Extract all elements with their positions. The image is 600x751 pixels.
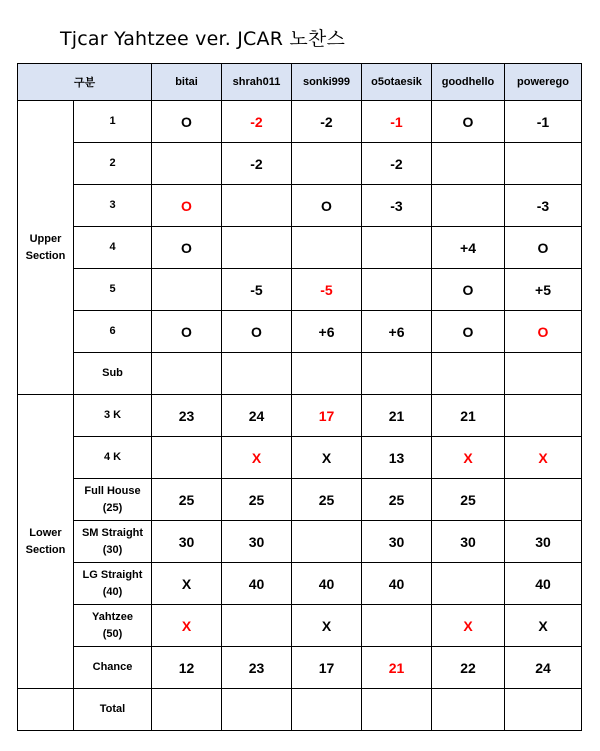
score-cell: +5 — [505, 269, 582, 311]
score-cell: -1 — [362, 101, 432, 143]
header-player: bitai — [152, 64, 222, 101]
total-cell — [222, 689, 292, 731]
score-cell: -2 — [222, 143, 292, 185]
score-cell — [362, 227, 432, 269]
score-cell: 40 — [362, 563, 432, 605]
score-cell: 30 — [505, 521, 582, 563]
score-cell: 25 — [152, 479, 222, 521]
row-label: 5 — [74, 269, 152, 311]
score-cell: O — [222, 311, 292, 353]
score-cell: O — [152, 185, 222, 227]
score-row — [18, 647, 582, 689]
score-cell: O — [505, 227, 582, 269]
score-row — [18, 395, 582, 437]
row-label: 4 K — [74, 437, 152, 479]
score-cell: 24 — [505, 647, 582, 689]
score-cell: X — [152, 563, 222, 605]
score-cell — [432, 353, 505, 395]
score-cell: O — [292, 185, 362, 227]
score-cell: X — [152, 605, 222, 647]
score-cell: 40 — [292, 563, 362, 605]
score-cell: O — [505, 311, 582, 353]
section-label — [18, 689, 74, 731]
header-player: sonki999 — [292, 64, 362, 101]
score-cell: 25 — [222, 479, 292, 521]
score-cell: 21 — [432, 395, 505, 437]
score-cell — [152, 269, 222, 311]
score-cell: O — [432, 101, 505, 143]
row-label: LG Straight (40) — [74, 563, 152, 605]
row-label: Sub — [74, 353, 152, 395]
score-cell — [362, 269, 432, 311]
document-title: Tjcar Yahtzee ver. JCAR 노찬스 — [60, 28, 345, 50]
row-label: SM Straight (30) — [74, 521, 152, 563]
row-label: Chance — [74, 647, 152, 689]
score-cell: 23 — [222, 647, 292, 689]
score-cell: 21 — [362, 395, 432, 437]
score-row — [18, 437, 582, 479]
score-cell: O — [152, 227, 222, 269]
score-cell: +6 — [362, 311, 432, 353]
score-cell — [432, 563, 505, 605]
row-label: 3 K — [74, 395, 152, 437]
score-cell — [505, 479, 582, 521]
score-cell — [292, 227, 362, 269]
score-cell: O — [152, 311, 222, 353]
score-cell: X — [222, 437, 292, 479]
total-cell — [505, 689, 582, 731]
score-cell: -2 — [222, 101, 292, 143]
score-cell — [362, 605, 432, 647]
score-cell: -5 — [292, 269, 362, 311]
header-player: o5otaesik — [362, 64, 432, 101]
score-cell: 24 — [222, 395, 292, 437]
score-cell — [362, 353, 432, 395]
section-label: Lower Section — [18, 395, 74, 689]
score-cell — [292, 521, 362, 563]
score-cell: 22 — [432, 647, 505, 689]
score-cell: -2 — [362, 143, 432, 185]
score-cell: 30 — [152, 521, 222, 563]
header-player: goodhello — [432, 64, 505, 101]
score-row — [18, 185, 582, 227]
score-cell: 17 — [292, 395, 362, 437]
total-cell — [432, 689, 505, 731]
score-cell: X — [292, 437, 362, 479]
score-cell: 30 — [362, 521, 432, 563]
score-cell — [505, 395, 582, 437]
score-cell — [505, 143, 582, 185]
score-cell — [152, 143, 222, 185]
score-cell — [432, 143, 505, 185]
total-cell — [292, 689, 362, 731]
row-label: Total — [74, 689, 152, 731]
score-cell: 13 — [362, 437, 432, 479]
score-table — [17, 63, 582, 731]
header-player: powerego — [505, 64, 582, 101]
score-cell: -2 — [292, 101, 362, 143]
row-label: Full House (25) — [74, 479, 152, 521]
score-cell: 21 — [362, 647, 432, 689]
score-cell: 25 — [362, 479, 432, 521]
score-cell: X — [432, 605, 505, 647]
row-label: 3 — [74, 185, 152, 227]
score-row — [18, 605, 582, 647]
score-cell — [222, 185, 292, 227]
total-row — [18, 689, 582, 731]
score-row — [18, 269, 582, 311]
score-row — [18, 479, 582, 521]
total-cell — [362, 689, 432, 731]
score-cell: O — [152, 101, 222, 143]
score-row — [18, 143, 582, 185]
row-label: 6 — [74, 311, 152, 353]
score-cell — [222, 353, 292, 395]
score-row — [18, 563, 582, 605]
row-label: 2 — [74, 143, 152, 185]
score-cell — [152, 353, 222, 395]
score-cell: X — [505, 605, 582, 647]
score-cell: O — [432, 311, 505, 353]
score-cell — [292, 143, 362, 185]
score-cell: -3 — [505, 185, 582, 227]
score-cell — [505, 353, 582, 395]
score-row — [18, 101, 582, 143]
score-body — [18, 101, 582, 731]
score-cell: 40 — [222, 563, 292, 605]
score-cell: O — [432, 269, 505, 311]
score-cell: 25 — [292, 479, 362, 521]
score-cell — [222, 227, 292, 269]
score-cell: -5 — [222, 269, 292, 311]
score-row — [18, 227, 582, 269]
score-cell: +6 — [292, 311, 362, 353]
row-label: 1 — [74, 101, 152, 143]
score-row — [18, 521, 582, 563]
score-cell: 12 — [152, 647, 222, 689]
score-cell: 23 — [152, 395, 222, 437]
score-cell: 25 — [432, 479, 505, 521]
score-row — [18, 353, 582, 395]
score-cell — [292, 353, 362, 395]
header-category: 구분 — [18, 64, 152, 101]
row-label: Yahtzee (50) — [74, 605, 152, 647]
score-row — [18, 311, 582, 353]
score-cell: +4 — [432, 227, 505, 269]
score-cell: X — [505, 437, 582, 479]
score-cell: X — [432, 437, 505, 479]
header-row — [18, 64, 582, 101]
header-player: shrah011 — [222, 64, 292, 101]
score-cell: -3 — [362, 185, 432, 227]
score-cell: -1 — [505, 101, 582, 143]
score-cell: 30 — [432, 521, 505, 563]
total-cell — [152, 689, 222, 731]
score-cell — [432, 185, 505, 227]
section-label: Upper Section — [18, 101, 74, 395]
score-cell: X — [292, 605, 362, 647]
score-cell: 30 — [222, 521, 292, 563]
score-cell: 17 — [292, 647, 362, 689]
score-cell — [152, 437, 222, 479]
score-cell — [222, 605, 292, 647]
score-cell: 40 — [505, 563, 582, 605]
row-label: 4 — [74, 227, 152, 269]
